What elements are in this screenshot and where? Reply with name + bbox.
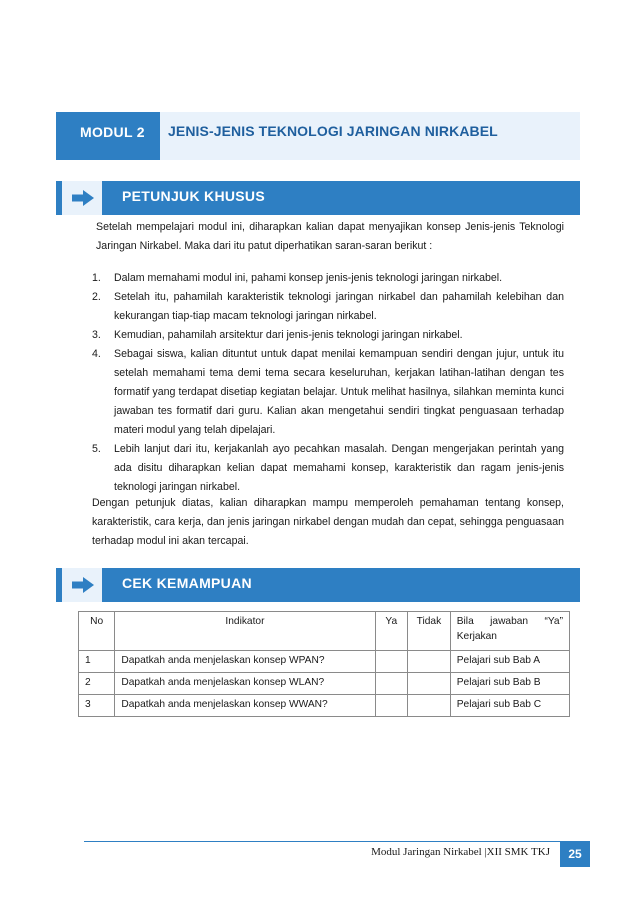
closing-paragraph: Dengan petunjuk diatas, kalian diharapkan mampu memperoleh pemahaman tentang konsep, karakteristik, cara kerja, dan jenis jaringan nirkabel dengan mudah dan cepat, sehingga penguasaan terhadap modul ini akan tercapai. [92, 497, 564, 547]
list-item-text: Setelah itu, pahamilah karakteristik teknologi jaringan nirkabel dan pahamilah kelebihan dan kekurangan tiap-tiap macam teknologi jaringan nirkabel. [114, 291, 564, 322]
list-item [92, 440, 564, 497]
list-item-text: Sebagai siswa, kalian dituntut untuk dapat menilai kemampuan sendiri dengan jujur, untuk itu setelah memahami tema demi tema secara keseluruhan, kerjakan latihan-latihan dengan tes formatif yang terdapat disetiap kegiatan belajar. Untuk melihat hasilnya, silahkan meminta kunci jawaban tes formatif dari guru. Kalian akan mengetahui sendiri tingkat penguasaan terhadap materi modul yang telah dipelajari. [114, 348, 564, 436]
page-number: 25 [568, 847, 582, 861]
cell-ya[interactable] [375, 673, 408, 695]
cell-bila: Pelajari sub Bab C [450, 695, 569, 717]
list-item [92, 345, 564, 440]
cell-tidak[interactable] [408, 651, 451, 673]
cell-no: 3 [79, 695, 115, 717]
cell-indikator: Dapatkah anda menjelaskan konsep WLAN? [115, 673, 375, 695]
arrow-right-icon [72, 577, 94, 593]
table-header-row [79, 612, 570, 651]
list-item-number: 5. [92, 443, 101, 455]
module-label: MODUL 2 [80, 124, 145, 140]
section-cek-kemampuan [56, 568, 580, 602]
list-item-number: 1. [92, 272, 101, 284]
header-no: No [79, 612, 115, 651]
section-petunjuk-khusus [56, 181, 580, 215]
cell-no: 1 [79, 651, 115, 673]
arrow-right-icon [72, 190, 94, 206]
list-item-number: 2. [92, 291, 101, 303]
list-item-number: 3. [92, 329, 101, 341]
list-item-text: Dalam memahami modul ini, pahami konsep jenis-jenis teknologi jaringan nirkabel. [114, 272, 503, 284]
section-arrow-box [62, 568, 102, 602]
cell-no: 2 [79, 673, 115, 695]
header-ya: Ya [375, 612, 408, 651]
list-item-number: 4. [92, 348, 101, 360]
module-title: JENIS-JENIS TEKNOLOGI JARINGAN NIRKABEL [168, 123, 498, 139]
table-row [79, 673, 570, 695]
section-title: PETUNJUK KHUSUS [122, 188, 265, 204]
footer-text: Modul Jaringan Nirkabel |XII SMK TKJ [371, 846, 550, 858]
list-item-text: Kemudian, pahamilah arsitektur dari jenis-jenis teknologi jaringan nirkabel. [114, 329, 463, 341]
table-row [79, 651, 570, 673]
table-row [79, 695, 570, 717]
list-item [92, 288, 564, 326]
cell-ya[interactable] [375, 651, 408, 673]
cell-ya[interactable] [375, 695, 408, 717]
cell-bila: Pelajari sub Bab B [450, 673, 569, 695]
cell-tidak[interactable] [408, 673, 451, 695]
list-item-text: Lebih lanjut dari itu, kerjakanlah ayo pecahkan masalah. Dengan mengerjakan perintah yang ada disitu diharapkan kelian dapat memahami konsep, karakteristik dan ragam jenis-jenis teknologi jaringan nirkabel. [114, 443, 564, 493]
cell-tidak[interactable] [408, 695, 451, 717]
header-indikator: Indikator [115, 612, 375, 651]
list-item [92, 269, 564, 288]
module-title-box [160, 112, 580, 160]
list-item [92, 326, 564, 345]
cell-indikator: Dapatkah anda menjelaskan konsep WWAN? [115, 695, 375, 717]
instruction-list [92, 269, 564, 497]
ability-check-table [78, 611, 570, 717]
cell-bila: Pelajari sub Bab A [450, 651, 569, 673]
intro-paragraph: Setelah mempelajari modul ini, diharapkan kalian dapat menyajikan konsep Jenis-jenis Teknologi Jaringan Nirkabel. Maka dari itu patut diperhatikan saran-saran berikut : [96, 221, 564, 252]
header-bila: Bila jawaban “Ya” Kerjakan [450, 612, 569, 651]
header-tidak: Tidak [408, 612, 451, 651]
section-arrow-box [62, 181, 102, 215]
section-title: CEK KEMAMPUAN [122, 575, 252, 591]
cell-indikator: Dapatkah anda menjelaskan konsep WPAN? [115, 651, 375, 673]
module-header [56, 112, 580, 160]
page-number-box [560, 841, 590, 867]
footer-divider [84, 841, 580, 842]
